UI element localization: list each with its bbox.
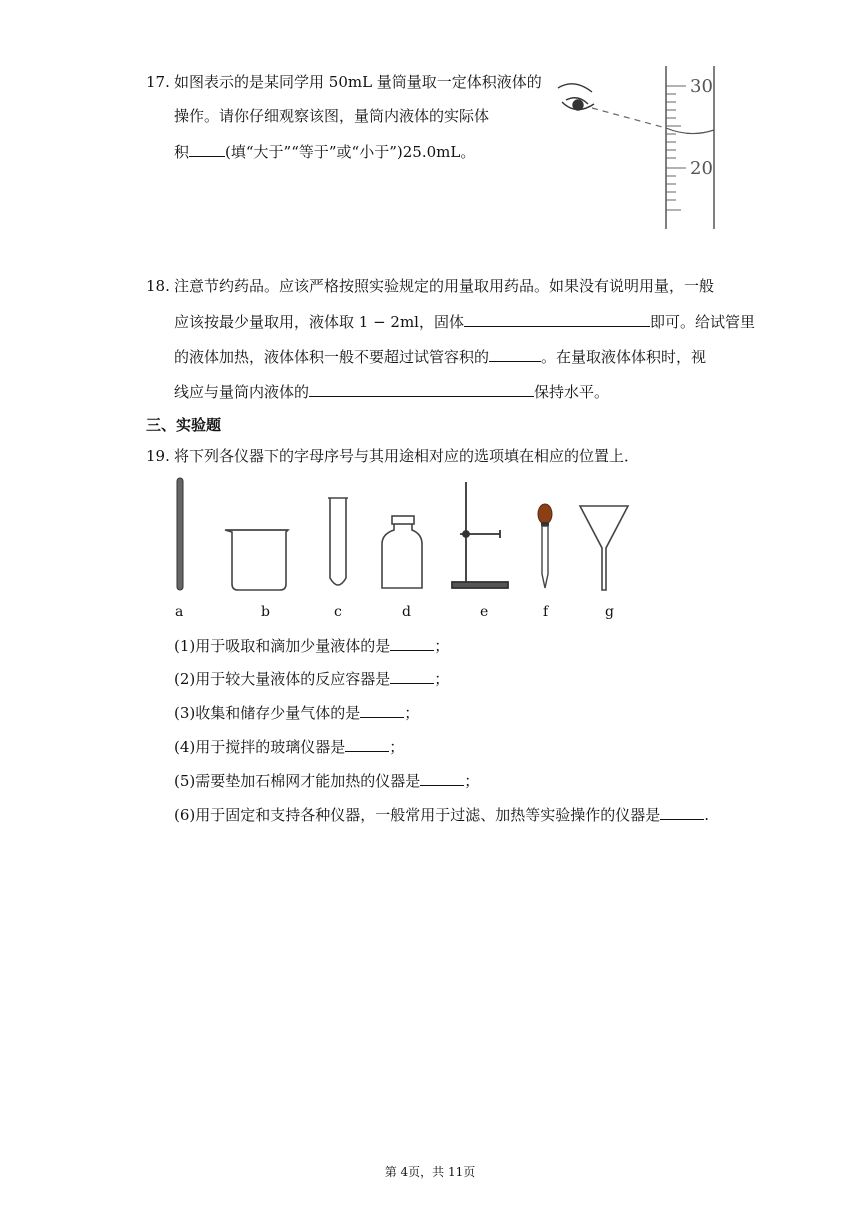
punctuation: ； [389, 738, 405, 756]
answer-blank[interactable] [489, 347, 541, 362]
instrument-label-e: e [480, 604, 489, 620]
glass-rod-icon [177, 478, 183, 590]
scale-label: 30 [690, 76, 713, 97]
section-title: 三、实验题 [146, 416, 222, 434]
punctuation: ； [434, 670, 450, 688]
question-text: (3)收集和储存少量气体的是 [174, 704, 361, 722]
answer-blank[interactable] [189, 142, 225, 157]
answer-blank[interactable] [390, 636, 434, 651]
question-text: 即可。给试管里 [649, 313, 755, 331]
instrument-label-f: f [543, 604, 549, 620]
answer-blank[interactable] [360, 703, 404, 718]
question-text: (5)需要垫加石棉网才能加热的仪器是 [174, 772, 421, 790]
sub-question [174, 702, 419, 724]
eye-icon [558, 84, 594, 110]
question-text: (4)用于搅拌的玻璃仪器是 [174, 738, 346, 756]
punctuation: ； [404, 704, 420, 722]
answer-blank[interactable] [390, 669, 434, 684]
sub-question [174, 736, 404, 758]
sub-question [174, 635, 449, 657]
question-number: 17. [146, 73, 170, 91]
punctuation: ； [434, 637, 450, 655]
question-text: (2)用于较大量液体的反应容器是 [174, 670, 391, 688]
answer-blank[interactable] [464, 312, 650, 327]
question-text: 的液体加热，液体体积一般不要超过试管容积的 [174, 348, 490, 366]
question-text: 线应与量筒内液体的 [174, 383, 310, 401]
scale-label: 20 [690, 158, 713, 179]
question-text: 应该按最少量取用，液体取 1 − 2ml，固体 [174, 313, 464, 331]
instrument-label-g: g [605, 604, 614, 620]
question-text: (1)用于吸取和滴加少量液体的是 [174, 637, 391, 655]
question-text: 如图表示的是某同学用 50mL 量筒量取一定体积液体的 [174, 73, 542, 91]
question-text-with-blank [174, 141, 475, 163]
question-text-with-blank [174, 346, 706, 368]
question-text: 操作。请你仔细观察该图，量筒内液体的实际体 [174, 107, 490, 125]
instrument-label-c: c [334, 604, 342, 620]
question-text: 注意节约药品。应该严格按照实验规定的用量取用药品。如果没有说明用量，一般 [174, 277, 715, 295]
gas-bottle-icon [382, 516, 422, 588]
answer-blank[interactable] [420, 771, 464, 786]
punctuation: ； [464, 772, 480, 790]
question-number: 18. [146, 277, 170, 295]
beaker-icon [225, 530, 288, 590]
sub-question [174, 668, 449, 690]
punctuation: . [704, 806, 710, 824]
dropper-icon [538, 504, 552, 588]
question-number: 19. [146, 447, 170, 465]
funnel-icon [580, 506, 628, 590]
question-text: (6)用于固定和支持各种仪器，一般常用于过滤、加热等实验操作的仪器是 [174, 806, 661, 824]
instrument-label-a: a [175, 604, 184, 620]
test-tube-icon [328, 498, 348, 585]
question-text: (填“大于”“等于”或“小于”)25.0mL。 [225, 143, 476, 161]
answer-blank[interactable] [660, 805, 704, 820]
question-text: 。在量取液体体积时，视 [541, 348, 707, 366]
answer-blank[interactable] [345, 737, 389, 752]
answer-blank[interactable] [309, 382, 534, 397]
question-text-with-blank [174, 381, 609, 403]
instrument-label-b: b [261, 604, 270, 620]
sub-question [174, 770, 479, 792]
page-footer: 第 4页，共 11页 [384, 1165, 476, 1179]
question-text: 将下列各仪器下的字母序号与其用途相对应的选项填在相应的位置上． [174, 447, 640, 465]
question-text-with-blank [174, 311, 755, 333]
question-text: 积 [174, 143, 190, 161]
iron-stand-icon [452, 482, 508, 588]
question-text: 保持水平。 [534, 383, 610, 401]
instrument-label-d: d [402, 604, 411, 620]
sub-question [174, 804, 709, 826]
instruments-figure [170, 474, 640, 604]
